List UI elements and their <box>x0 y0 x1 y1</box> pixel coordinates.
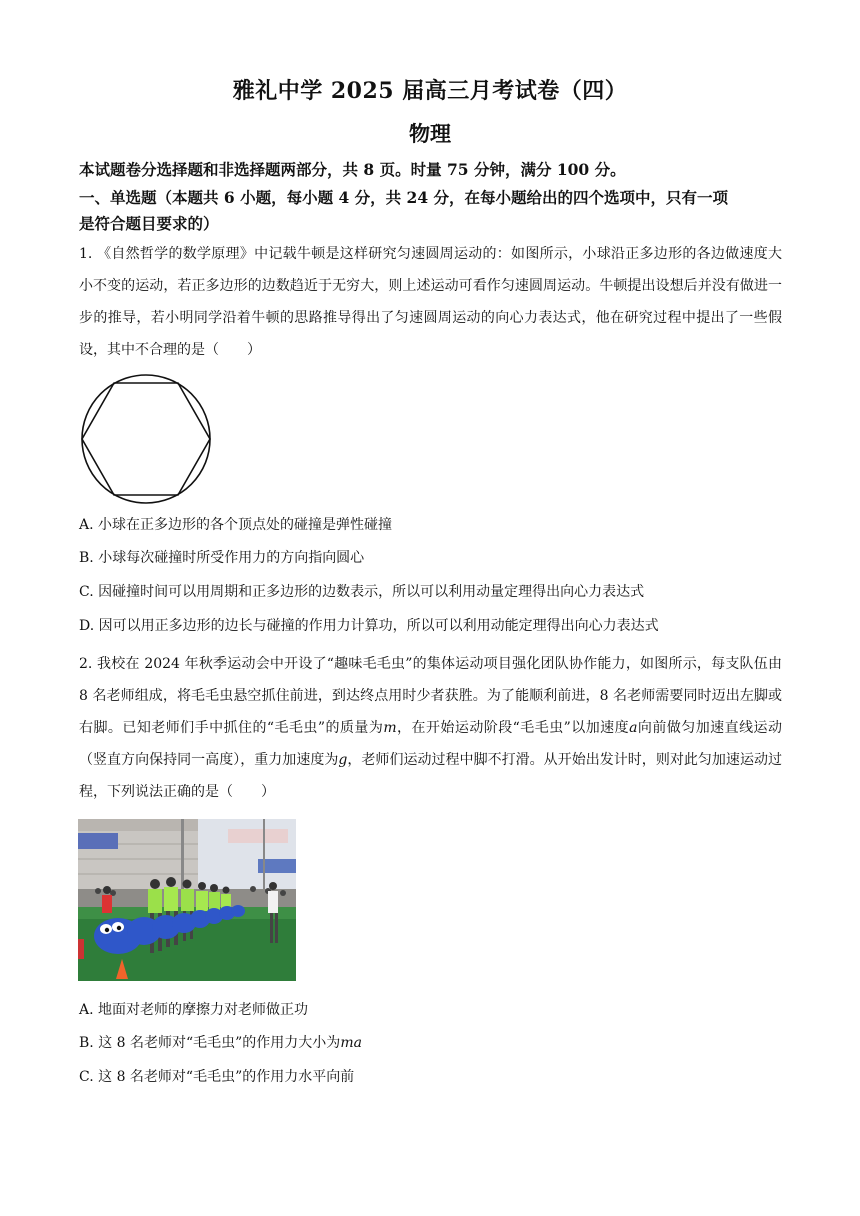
q2-text-part-d: ，老师们运动过程中脚不打滑。从开始出发计时，则对此匀加速运动过程，下列说法正确的是（ ） <box>79 752 782 800</box>
q1-option-a: A. 小球在正多边形的各个顶点处的碰撞是弹性碰撞 <box>79 517 393 533</box>
q2-option-a: A. 地面对老师的摩擦力对老师做正功 <box>79 1002 309 1018</box>
q1-option-d: D. 因可以用正多边形的边长与碰撞的作用力计算功，所以可以利用动能定理得出向心力表达式 <box>79 618 659 634</box>
q2-option-c: C. 这 8 名老师对“毛毛虫”的作用力水平向前 <box>79 1069 355 1085</box>
exam-intro: 本试题卷分选择题和非选择题两部分，共 8 页。时量 75 分钟，满分 100 分。 <box>79 160 626 179</box>
var-a: a <box>629 720 638 736</box>
q2-text-part-c: 向前做匀加速直线运动（竖直方向保持同一高度），重力加速度为 <box>79 720 782 768</box>
section-heading-line1: 一、单选题（本题共 6 小题，每小题 4 分，共 24 分，在每小题给出的四个选项中，只有一项 <box>79 188 729 207</box>
caterpillar-race-photo <box>78 819 296 981</box>
question-2-text <box>79 648 782 808</box>
var-g: g <box>338 752 348 768</box>
hexagon-in-circle-figure <box>80 374 212 504</box>
q1-option-c: C. 因碰撞时间可以用周期和正多边形的边数表示，所以可以利用动量定理得出向心力表达式 <box>79 584 645 600</box>
q2-text-part-a: 2. 我校在 2024 年秋季运动会中开设了“趣味毛毛虫”的集体运动项目强化团队协作能力，如图所示，每支队伍由 8 名老师组成，将毛毛虫悬空抓住前进，到达终点用时少者获胜。为了能顺利前进，8 名老师需要同时迈出左脚或右脚。已知老师们手中抓住的“毛毛虫”的质量为 <box>79 656 782 736</box>
question-1-text: 1. 《自然哲学的数学原理》中记载牛顿是这样研究匀速圆周运动的：如图所示，小球沿正多边形的各边做速度大小不变的运动，若正多边形的边数趋近于无穷大，则上述运动可看作匀速圆周运动。牛顿提出设想后并没有做进一步的推导，若小明同学沿着牛顿的思路推导得出了匀速圆周运动的向心力表达式，他在研究过程中提出了一些假设，其中不合理的是（ ） <box>79 246 782 358</box>
q2-text-part-b: ，在开始运动阶段“毛毛虫”以加速度 <box>396 720 630 736</box>
section-heading-line2: 是符合题目要求的） <box>79 214 219 233</box>
var-ma: ma <box>340 1035 362 1051</box>
q2-option-b <box>79 1032 362 1052</box>
page-title: 雅礼中学 2025 届高三月考试卷（四） <box>232 78 628 104</box>
var-m: m <box>383 720 397 736</box>
q1-option-b: B. 小球每次碰撞时所受作用力的方向指向圆心 <box>79 550 365 566</box>
subject-title: 物理 <box>409 121 451 146</box>
q2-option-b-text: B. 这 8 名老师对“毛毛虫”的作用力大小为 <box>79 1035 341 1051</box>
